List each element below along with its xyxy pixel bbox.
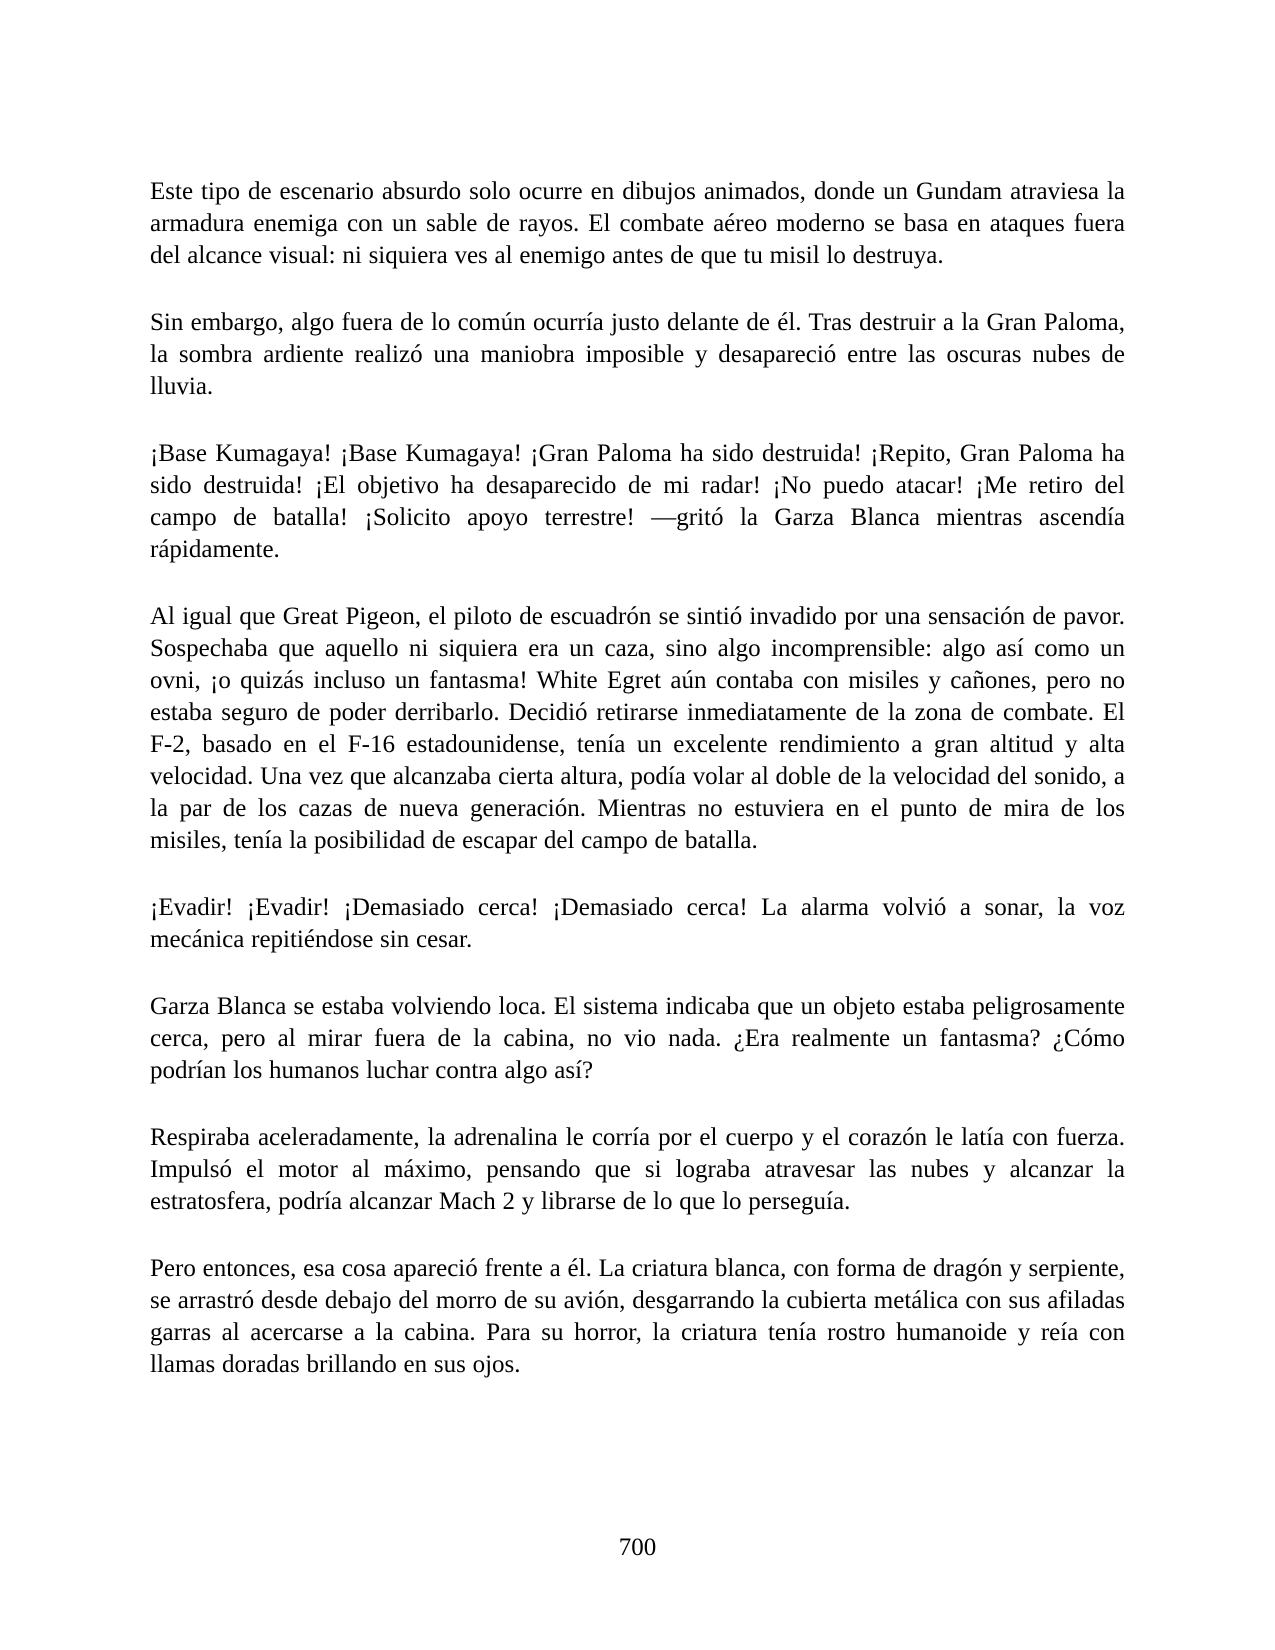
paragraph-1: Este tipo de escenario absurdo solo ocurre en dibujos animados, donde un Gundam atraviesa la armadura enemiga con un sable de rayos. El combate aéreo moderno se basa en ataques fuera del alcance visual: ni siquiera ves al enemigo antes de que tu misil lo destruya. <box>150 178 1125 269</box>
paragraph-6: Garza Blanca se estaba volviendo loca. El sistema indicaba que un objeto estaba peligrosamente cerca, pero al mirar fuera de la cabina, no vio nada. ¿Era realmente un fantasma? ¿Cómo podrían los humanos luchar contra algo así? <box>150 993 1125 1084</box>
paragraph-8: Pero entonces, esa cosa apareció frente a él. La criatura blanca, con forma de dragón y serpiente, se arrastró desde debajo del morro de su avión, desgarrando la cubierta metálica con sus afiladas garras al acercarse a la cabina. Para su horror, la criatura tenía rostro humanoide y reía con llamas doradas brillando en sus ojos. <box>150 1255 1125 1378</box>
paragraph-2: Sin embargo, algo fuera de lo común ocurría justo delante de él. Tras destruir a la Gran Paloma, la sombra ardiente realizó una maniobra imposible y desapareció entre las oscuras nubes de lluvia. <box>150 309 1125 400</box>
paragraph-7: Respiraba aceleradamente, la adrenalina le corría por el cuerpo y el corazón le latía con fuerza. Impulsó el motor al máximo, pensando que si lograba atravesar las nubes y alcanzar la estratosfera, podría alcanzar Mach 2 y librarse de lo que lo perseguía. <box>150 1124 1125 1215</box>
paragraph-3: ¡Base Kumagaya! ¡Base Kumagaya! ¡Gran Paloma ha sido destruida! ¡Repito, Gran Paloma ha sido destruida! ¡El objetivo ha desaparecido de mi radar! ¡No puedo atacar! ¡Me retiro del campo de batalla! ¡Solicito apoyo terrestre! —gritó la Garza Blanca mientras ascendía rápidamente. <box>150 440 1125 563</box>
paragraph-5: ¡Evadir! ¡Evadir! ¡Demasiado cerca! ¡Demasiado cerca! La alarma volvió a sonar, la voz mecánica repitiéndose sin cesar. <box>150 894 1125 953</box>
page-number: 700 <box>618 1534 657 1561</box>
document-body <box>150 176 1125 1381</box>
paragraph-4: Al igual que Great Pigeon, el piloto de escuadrón se sintió invadido por una sensación de pavor. Sospechaba que aquello ni siquiera era un caza, sino algo incomprensible: algo así como un ovni, ¡o quizás incluso un fantasma! White Egret aún contaba con misiles y cañones, pero no estaba seguro de poder derribarlo. Decidió retirarse inmediatamente de la zona de combate. El F-2, basado en el F-16 estadounidense, tenía un excelente rendimiento a gran altitud y alta velocidad. Una vez que alcanzaba cierta altura, podía volar al doble de la velocidad del sonido, a la par de los cazas de nueva generación. Mientras no estuviera en el punto de mira de los misiles, tenía la posibilidad de escapar del campo de batalla. <box>150 603 1125 854</box>
page-footer <box>0 1532 1275 1564</box>
